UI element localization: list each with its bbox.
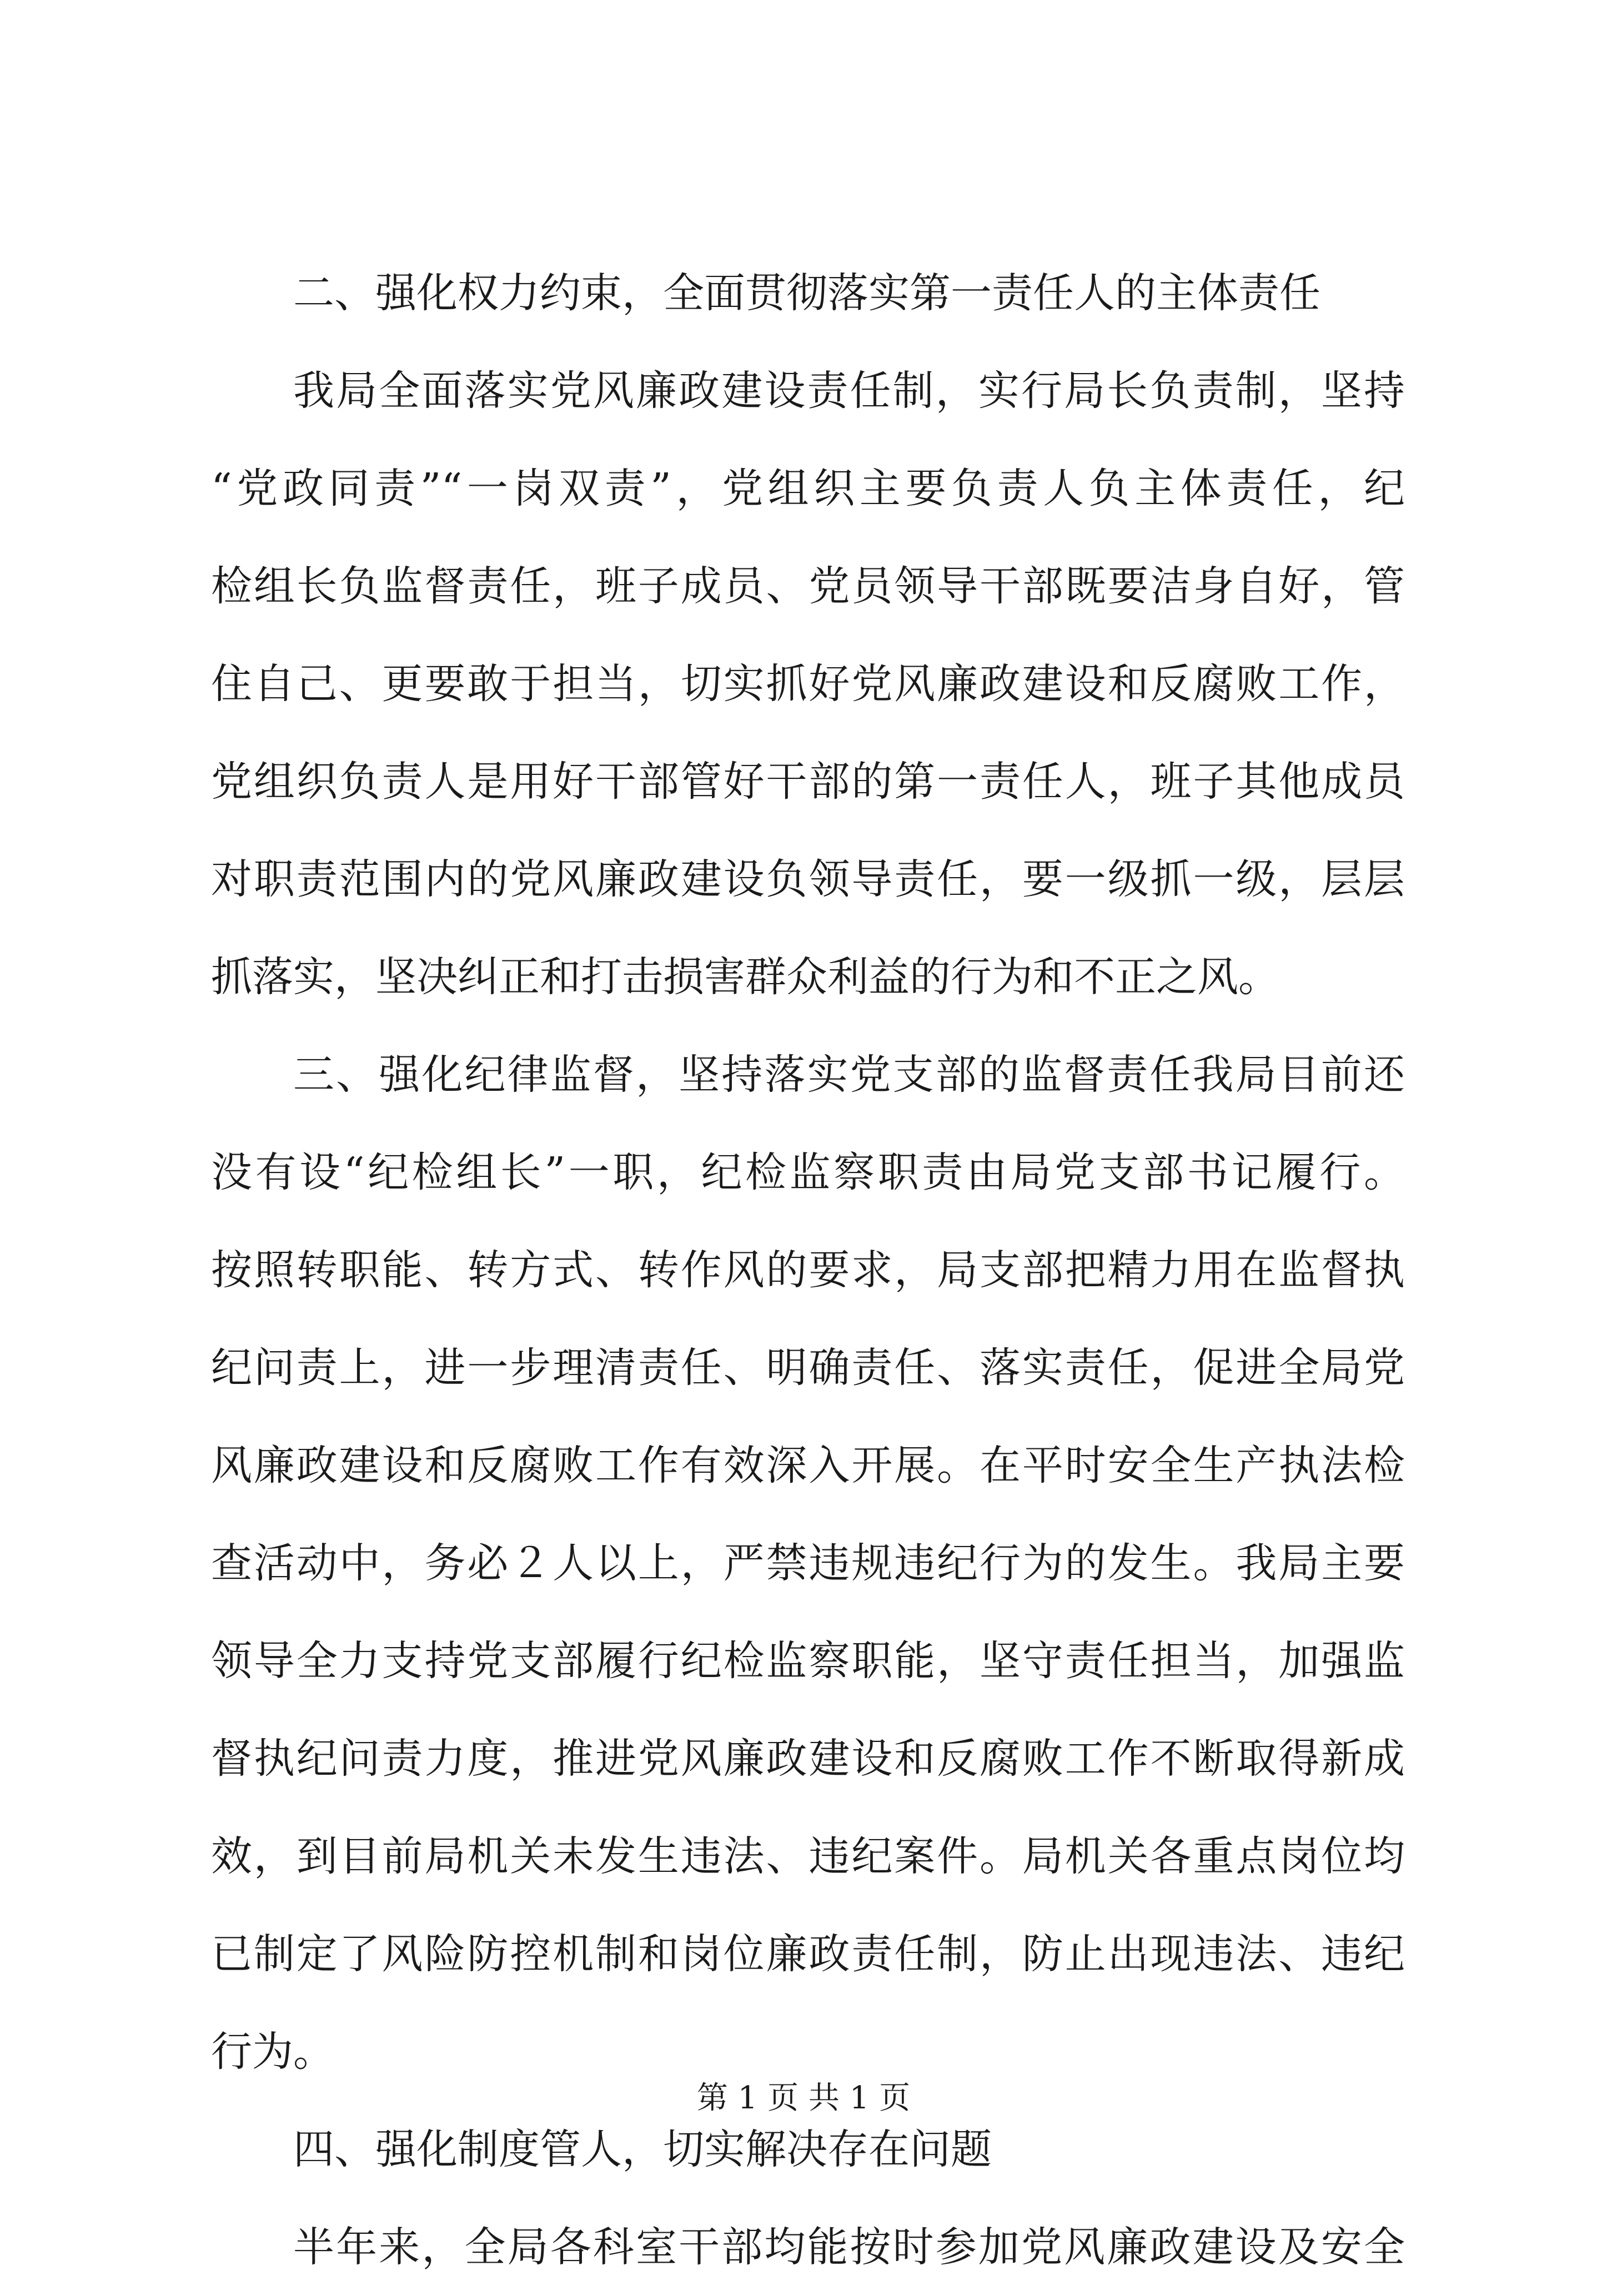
paragraph-line: “党政同责”“一岗双责”，党组织主要负责人负主体责任，纪 [211,465,1405,512]
paragraph-line: 半年来，全局各科室干部均能按时参加党风廉政建设及安全 [293,2223,1405,2271]
paragraph-line: 督执纪问责力度，推进党风廉政建设和反腐败工作不断取得新成 [211,1735,1405,1783]
paragraph-line: 我局全面落实党风廉政建设责任制，实行局长负责制，坚持 [293,367,1405,415]
paragraph-line: 检组长负监督责任，班子成员、党员领导干部既要洁身自好，管 [211,562,1405,610]
paragraph-line: 已制定了风险防控机制和岗位廉政责任制，防止出现违法、违纪 [211,1930,1405,1978]
paragraph-line: 查活动中，务必２人以上，严禁违规违纪行为的发生。我局主要 [211,1539,1405,1587]
paragraph-line: 按照转职能、转方式、转作风的要求，局支部把精力用在监督执 [211,1246,1405,1294]
page-footer: 第 1 页 共 1 页 [696,2080,911,2116]
paragraph-line: 风廉政建设和反腐败工作有效深入开展。在平时安全生产执法检 [211,1442,1405,1489]
section-heading-3: 三、强化纪律监督，坚持落实党支部的监督责任我局目前还 [293,1051,1405,1099]
paragraph-line: 效，到目前局机关未发生违法、违纪案件。局机关各重点岗位均 [211,1832,1405,1880]
paragraph-line: 纪问责上，进一步理清责任、明确责任、落实责任，促进全局党 [211,1344,1405,1392]
paragraph-line: 抓落实，坚决纠正和打击损害群众利益的行为和不正之风。 [211,953,1279,1001]
document-body [211,244,1405,2296]
paragraph-line: 行为。 [211,2028,334,2076]
section-heading-2: 二、强化权力约束，全面贯彻落实第一责任人的主体责任 [293,269,1320,317]
paragraph-line: 领导全力支持党支部履行纪检监察职能，坚守责任担当，加强监 [211,1637,1405,1685]
paragraph-line: 没有设“纪检组长”一职，纪检监察职责由局党支部书记履行。 [211,1149,1405,1196]
paragraph-line: 党组织负责人是用好干部管好干部的第一责任人，班子其他成员 [211,758,1405,805]
section-heading-4: 四、强化制度管人，切实解决存在问题 [293,2126,992,2173]
paragraph-line: 住自己、更要敢于担当，切实抓好党风廉政建设和反腐败工作， [211,660,1405,708]
paragraph-line: 对职责范围内的党风廉政建设负领导责任，要一级抓一级，层层 [211,855,1405,903]
